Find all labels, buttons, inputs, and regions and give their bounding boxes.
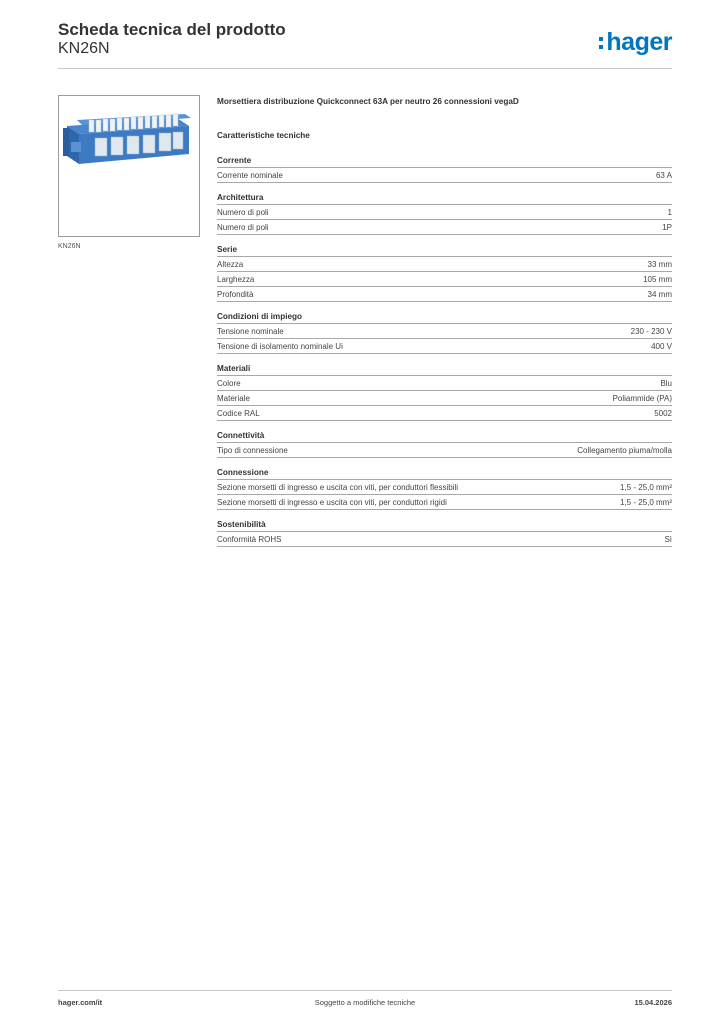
spec-value: 33 mm bbox=[647, 259, 672, 269]
product-image bbox=[58, 95, 200, 237]
spec-label: Numero di poli bbox=[217, 222, 269, 232]
spec-row bbox=[217, 324, 672, 339]
product-code: KN26N bbox=[58, 40, 110, 57]
spec-value: Poliammide (PA) bbox=[612, 393, 672, 403]
product-title: Morsettiera distribuzione Quickconnect 63A per neutro 26 connessioni vegaD bbox=[217, 97, 519, 106]
spec-label: Codice RAL bbox=[217, 408, 260, 418]
spec-row bbox=[217, 272, 672, 287]
tech-heading: Caratteristiche tecniche bbox=[217, 131, 310, 140]
spec-value: 1,5 - 25,0 mm² bbox=[619, 497, 672, 507]
spec-value: 63 A bbox=[655, 170, 672, 180]
spec-row bbox=[217, 220, 672, 235]
spec-row bbox=[217, 406, 672, 421]
page-title: Scheda tecnica del prodotto bbox=[58, 20, 286, 39]
spec-row bbox=[217, 257, 672, 272]
spec-value: 5002 bbox=[654, 408, 672, 418]
section-title: Materiali bbox=[217, 364, 672, 376]
spec-label: Corrente nominale bbox=[217, 170, 283, 180]
logo-dots-icon bbox=[599, 37, 603, 49]
section-title: Condizioni di impiego bbox=[217, 312, 672, 324]
spec-content bbox=[217, 97, 672, 557]
hager-logo bbox=[599, 28, 672, 57]
spec-sections bbox=[217, 156, 672, 547]
spec-row bbox=[217, 443, 672, 458]
spec-row bbox=[217, 287, 672, 302]
section-title: Sostenibilità bbox=[217, 520, 672, 532]
spec-label: Tensione di isolamento nominale Ui bbox=[217, 341, 343, 351]
spec-value: Collegamento piuma/molla bbox=[577, 445, 672, 455]
spec-value: 400 V bbox=[651, 341, 672, 351]
spec-section bbox=[217, 245, 672, 302]
spec-label: Colore bbox=[217, 378, 241, 388]
spec-label: Conformità ROHS bbox=[217, 534, 282, 544]
footer-website[interactable]: hager.com/it bbox=[58, 998, 103, 1007]
section-title: Corrente bbox=[217, 156, 672, 168]
spec-section bbox=[217, 520, 672, 547]
spec-section bbox=[217, 468, 672, 510]
section-title: Serie bbox=[217, 245, 672, 257]
spec-row bbox=[217, 532, 672, 547]
spec-value: Sì bbox=[664, 534, 672, 544]
spec-label: Materiale bbox=[217, 393, 250, 403]
section-title: Architettura bbox=[217, 193, 672, 205]
spec-value: 1P bbox=[662, 222, 672, 232]
spec-row bbox=[217, 339, 672, 354]
spec-label: Numero di poli bbox=[217, 207, 269, 217]
spec-value: 34 mm bbox=[647, 289, 672, 299]
spec-section bbox=[217, 193, 672, 235]
spec-row bbox=[217, 391, 672, 406]
spec-label: Sezione morsetti di ingresso e uscita con viti, per conduttori flessibili bbox=[217, 482, 458, 492]
spec-label: Profondità bbox=[217, 289, 254, 299]
footer-date: 15.04.2026 bbox=[634, 998, 672, 1007]
spec-section bbox=[217, 156, 672, 183]
section-title: Connettività bbox=[217, 431, 672, 443]
spec-value: 230 - 230 V bbox=[630, 326, 672, 336]
section-title: Connessione bbox=[217, 468, 672, 480]
footer-divider bbox=[58, 990, 672, 991]
spec-row bbox=[217, 480, 672, 495]
footer-note: Soggetto a modifiche tecniche bbox=[314, 998, 416, 1007]
spec-section bbox=[217, 364, 672, 421]
spec-label: Sezione morsetti di ingresso e uscita con viti, per conduttori rigidi bbox=[217, 497, 447, 507]
spec-value: 105 mm bbox=[643, 274, 672, 284]
spec-label: Larghezza bbox=[217, 274, 255, 284]
spec-row bbox=[217, 205, 672, 220]
spec-value: Blu bbox=[660, 378, 672, 388]
logo-text: hager bbox=[606, 28, 672, 56]
spec-label: Altezza bbox=[217, 259, 244, 269]
terminal-block-product-image bbox=[59, 96, 199, 236]
header-divider bbox=[58, 68, 672, 69]
spec-value: 1 bbox=[667, 207, 672, 217]
spec-section bbox=[217, 312, 672, 354]
spec-row bbox=[217, 168, 672, 183]
spec-row bbox=[217, 376, 672, 391]
image-caption: KN26N bbox=[58, 243, 81, 250]
spec-label: Tensione nominale bbox=[217, 326, 284, 336]
spec-value: 1,5 - 25,0 mm² bbox=[619, 482, 672, 492]
spec-label: Tipo di connessione bbox=[217, 445, 288, 455]
spec-row bbox=[217, 495, 672, 510]
spec-section bbox=[217, 431, 672, 458]
